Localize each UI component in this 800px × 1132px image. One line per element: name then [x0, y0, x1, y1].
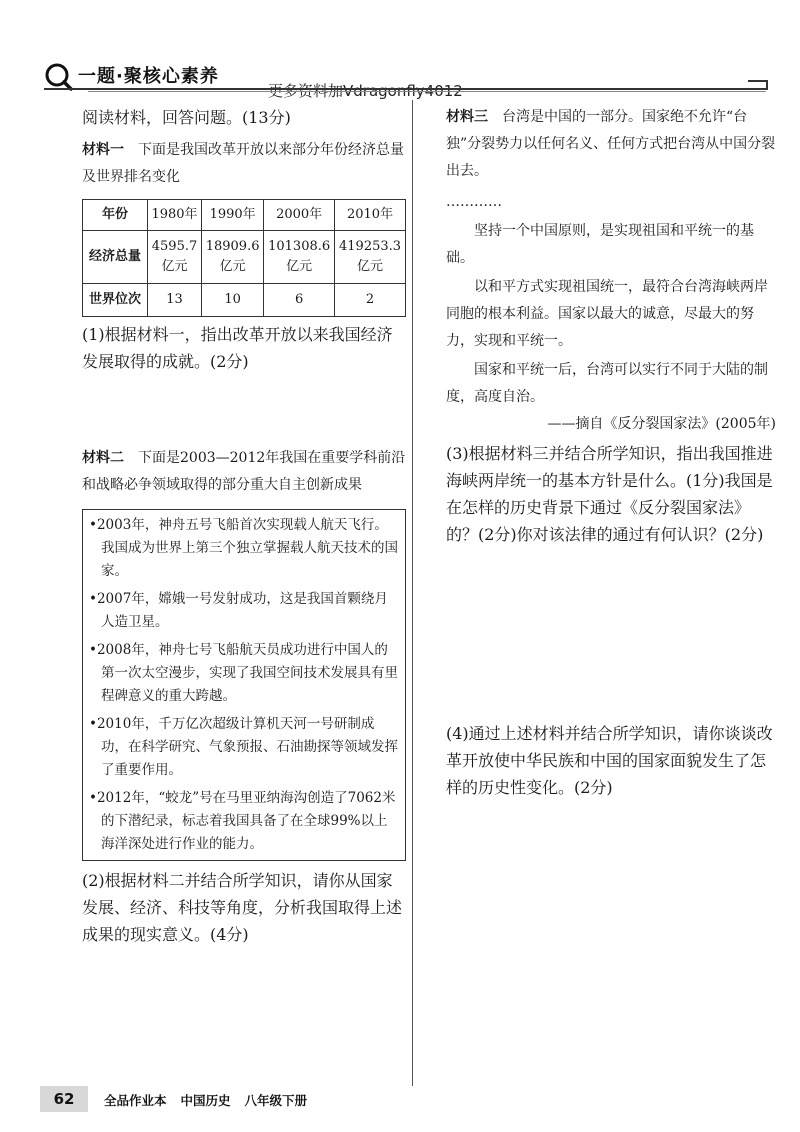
question-1: (1)根据材料一，指出改革开放以来我国经济发展取得的成就。(2分) [82, 325, 393, 371]
header-corner-mark [748, 80, 768, 90]
list-item: •2007年，嫦娥一号发射成功，这是我国首颗绕月人造卫星。 [89, 591, 388, 630]
list-item: •2012年，“蛟龙”号在马里亚纳海沟创造了7062米的下潜纪录，标志着我国具备了在全球99%以上海洋深处进行作业的能力。 [89, 790, 396, 852]
year-cell: 1980年 [148, 200, 202, 231]
gdp-cell: 419253.3 亿元 [335, 231, 406, 284]
section-title: 一题·聚核心素养 [78, 66, 219, 87]
material3-p2: 坚持一个中国原则，是实现祖国和平统一的基础。 [446, 223, 754, 266]
left-column [82, 104, 406, 948]
rank-cell: 13 [148, 284, 202, 317]
page-number: 62 [40, 1086, 88, 1112]
row-header: 世界位次 [83, 284, 148, 317]
gdp-cell: 4595.7 亿元 [148, 231, 202, 284]
footer-subject: 中国历史 [180, 1093, 231, 1108]
question-2: (2)根据材料二并结合所学知识，请你从国家发展、经济、科技等角度，分析我国取得上述成果的现实意义。(4分) [82, 871, 403, 944]
achievements-box [82, 509, 406, 861]
material3-p4: 国家和平统一后，台湾可以实行不同于大陆的制度，高度自治。 [446, 362, 768, 405]
watermark-text: 更多资料加Vdragonfly4012 [268, 82, 463, 100]
header-rule-thin [88, 91, 766, 92]
material2-paragraph [82, 445, 406, 499]
year-cell: 2010年 [335, 200, 406, 231]
table-corner-cell: 年份 [83, 200, 148, 231]
material3-ellipsis: ………… [446, 194, 502, 210]
rank-cell: 2 [335, 284, 406, 317]
question-3: (3)根据材料三并结合所学知识，指出我国推进海峡两岸统一的基本方针是什么。(1分)我国是在怎样的历史背景下通过《反分裂国家法》的？(2分)你对该法律的通过有何认识？(2分) [446, 444, 773, 544]
gdp-table [82, 199, 406, 317]
table-header-row [83, 200, 406, 231]
right-column [446, 104, 776, 801]
material1-text: 下面是我国改革开放以来部分年份经济总量及世界排名变化 [82, 142, 404, 185]
rank-cell: 10 [202, 284, 264, 317]
list-item: •2010年，千万亿次超级计算机天河一号研制成功，在科学研究、气象预报、石油勘探等领域发挥了重要作用。 [89, 716, 398, 778]
material3-p3: 以和平方式实现祖国统一，最符合台湾海峡两岸同胞的根本利益。国家以最大的诚意，尽最大的努力，实现和平统一。 [446, 279, 768, 349]
list-item: •2008年，神舟七号飞船航天员成功进行中国人的第一次太空漫步，实现了我国空间技术发展具有里程碑意义的重大跨越。 [89, 642, 398, 704]
year-cell: 2000年 [264, 200, 335, 231]
material3-label: 材料三 [446, 109, 488, 125]
material1-label: 材料一 [82, 142, 124, 158]
intro-text: 阅读材料，回答问题。(13分) [82, 108, 291, 127]
material3-text: 台湾是中国的一部分。国家绝不允许“台独”分裂势力以任何名义、任何方式把台湾从中国分裂出去。 [446, 109, 776, 179]
material2-label: 材料二 [82, 450, 124, 466]
material3-paragraph [446, 104, 776, 185]
header-rule [44, 88, 766, 90]
material3-source: ——摘自《反分裂国家法》(2005年) [547, 416, 776, 432]
column-divider [412, 100, 413, 1086]
year-cell: 1990年 [202, 200, 264, 231]
gdp-cell: 101308.6 亿元 [264, 231, 335, 284]
row-header: 经济总量 [83, 231, 148, 284]
footer-text [104, 1091, 321, 1109]
rank-cell: 6 [264, 284, 335, 317]
footer-book: 全品作业本 [104, 1093, 167, 1108]
question-4: (4)通过上述材料并结合所学知识，请你谈谈改革开放使中华民族和中国的国家面貌发生了怎样的历史性变化。(2分) [446, 724, 773, 797]
gdp-cell: 18909.6 亿元 [202, 231, 264, 284]
table-row [83, 231, 406, 284]
material1-paragraph [82, 137, 406, 191]
table-row [83, 284, 406, 317]
list-item: •2003年，神舟五号飞船首次实现载人航天飞行。我国成为世界上第三个独立掌握载人航天技术的国家。 [89, 517, 398, 579]
footer-grade: 八年级下册 [244, 1093, 308, 1108]
material2-text: 下面是2003—2012年我国在重要学科前沿和战略必争领域取得的部分重大自主创新成果 [82, 450, 406, 493]
